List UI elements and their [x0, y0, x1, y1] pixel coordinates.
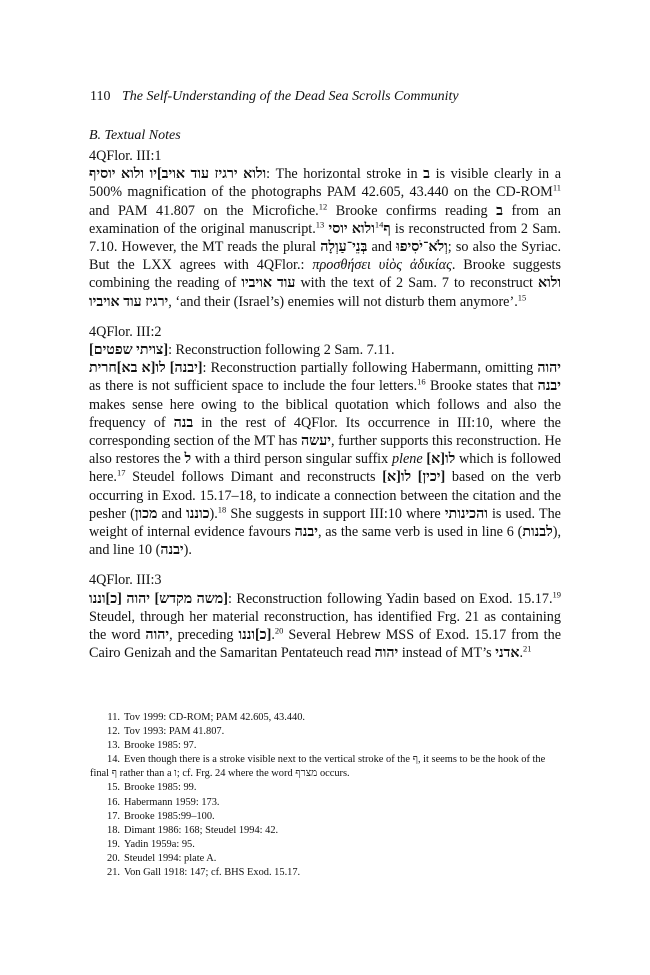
footnote-number: 13.: [107, 740, 120, 752]
text-run: She suggests in support III:10 where: [226, 505, 445, 522]
text-run: in the rest of 4QFlor. Its occurrence in III:10, where the corresponding section of the MT has: [89, 414, 561, 450]
hebrew-text: ף: [412, 754, 418, 766]
text-run: ).: [183, 542, 192, 559]
page-number: 110: [90, 89, 111, 104]
text-run: and: [157, 505, 187, 522]
text-run: Brooke states that: [425, 378, 538, 395]
footnote-text: Brooke 1985: 99.: [124, 782, 197, 794]
text-run: with a third person singular suffix: [191, 451, 392, 468]
footnote: [90, 852, 562, 866]
hebrew-text: יבנה: [537, 378, 561, 395]
footnote: [90, 753, 562, 781]
footnote-ref: 12: [318, 200, 328, 211]
hebrew-text: ב: [496, 202, 503, 219]
hebrew-text: [יבנה] לו[א בא]חרית: [89, 360, 203, 377]
note-paragraph: [89, 341, 561, 359]
footnote-number: 18.: [107, 824, 120, 836]
text-run: ; cf. Frg. 24 where the word: [176, 768, 296, 780]
hebrew-text: ולוא יוסי: [328, 220, 375, 237]
footnote-number: 20.: [107, 852, 120, 864]
footnote-number: 11.: [107, 712, 120, 723]
footnote: [90, 711, 562, 725]
text-run: with the text of 2 Sam. 7 to reconstruct: [295, 275, 538, 292]
hebrew-text: ל: [184, 451, 192, 468]
hebrew-text: ולוא ירגיז עוד אויביו: [89, 275, 561, 310]
footnote-number: 12.: [107, 726, 120, 738]
footnote: [90, 739, 562, 753]
footnote-text: Tov 1999: CD-ROM; PAM 42.605, 43.440.: [124, 712, 306, 723]
footnote-ref: 15: [517, 291, 527, 302]
textual-note: [89, 147, 561, 311]
footnote-text: Steudel 1994: plate A.: [124, 852, 217, 864]
hebrew-text: ף: [383, 220, 391, 237]
text-run: as there is not sufficient space to include the four letters.: [89, 378, 418, 395]
text-run: , ‘and their (Israel’s) enemies will not disturb them anymore’.: [168, 293, 518, 310]
text-run: based on the verb occurring in Exod. 15.17–18, to indicate a connection between the citation and the pesher (: [89, 469, 561, 522]
text-run: , further supports this reconstruction. He also restores the: [89, 433, 561, 468]
hebrew-text: [משה מקדש] יהוה [כ]וננו: [89, 590, 228, 607]
text-run: ).: [209, 505, 218, 522]
footnote-number: 17.: [107, 810, 120, 822]
running-title: The Self-Understanding of the Dead Sea Scrolls Community: [122, 89, 459, 104]
italic-text: plene: [391, 451, 423, 468]
footnote-number: 16.: [107, 796, 120, 808]
footnote-number: 21.: [107, 867, 120, 879]
text-run: from an examination of the original manuscript.: [89, 202, 561, 237]
hebrew-text: מצרף: [295, 768, 318, 780]
footnote-number: 14.: [107, 754, 120, 766]
text-run: , as the same verb is used in line 6 (: [317, 524, 523, 541]
footnote-ref: 18: [217, 504, 227, 515]
text-run: . Brooke suggests combining the reading of: [89, 257, 562, 292]
hebrew-text: ף: [111, 768, 118, 780]
footnote-ref: 20: [274, 625, 284, 636]
note-paragraph: [89, 165, 561, 311]
footnote-ref: 17: [116, 467, 126, 478]
text-run: rather than a: [117, 768, 175, 780]
hebrew-text: יהוה: [145, 627, 170, 644]
footnote: [90, 725, 562, 739]
text-run: .: [519, 645, 524, 662]
footnote-text: Von Gall 1918: 147; cf. BHS Exod. 15.17.: [124, 867, 301, 879]
footnote: [90, 824, 562, 838]
footnote-text: Tov 1993: PAM 41.807.: [124, 726, 225, 738]
footnote-ref: 21: [523, 643, 532, 654]
hebrew-text: כוננו: [186, 505, 210, 522]
footnote-ref: 13: [315, 219, 325, 230]
hebrew-text: יבנה: [294, 524, 318, 541]
footnote-ref: 11: [552, 182, 561, 193]
main-text: [89, 127, 561, 662]
hebrew-text: עוד אויביו: [241, 275, 296, 292]
text-run: : The horizontal stroke in: [266, 166, 424, 183]
text-run: and PAM 41.807 on the Microfiche.: [89, 202, 319, 219]
text-run: occurs.: [317, 768, 350, 780]
text-run: : Reconstruction following 2 Sam. 7.11.: [168, 342, 395, 359]
text-run: is visible clearly in a 500% magnification of the photographs PAM 42.605, 43.440 on the CD-ROM: [89, 166, 561, 201]
hebrew-text: יהוה: [374, 645, 399, 662]
hebrew-text: בְּנֵי־עַוְלָה: [320, 239, 368, 256]
hebrew-text: [יכין] לו[א]: [382, 469, 446, 486]
text-run: which is followed here.: [89, 451, 561, 486]
hebrew-text: יהוה: [537, 360, 561, 377]
text-run: Steudel, through her material reconstruction, has identified Frg. 21 as containing the word: [89, 608, 561, 644]
hebrew-text: והכינותי: [444, 505, 488, 522]
hebrew-text: יבנה: [160, 542, 184, 559]
hebrew-text: מכון: [134, 505, 158, 522]
note-paragraph: [89, 359, 561, 559]
hebrew-text: לבנות: [522, 524, 553, 541]
text-run: Even though there is a stroke visible next to the vertical stroke of the: [124, 754, 413, 766]
footnote-text: Brooke 1985:99–100.: [124, 810, 215, 822]
hebrew-text: ולוא ירגיז עוד אויב]יו ולוא יוסיף: [89, 166, 267, 183]
text-run: ), and line 10 (: [89, 524, 561, 559]
hebrew-text: בנה: [173, 414, 194, 431]
text-run: makes sense here owing to the biblical quotation which follows and also the frequency of: [89, 396, 561, 431]
footnote: [90, 866, 562, 880]
footnote: [90, 781, 562, 795]
text-run: : Reconstruction following Yadin based on Exod. 15.17.: [227, 590, 553, 607]
footnote-text: [90, 754, 545, 779]
hebrew-text: [צויתי שפטים]: [89, 342, 169, 359]
hebrew-text: ו: [174, 768, 177, 780]
note-label: 4QFlor. III:1: [89, 148, 162, 164]
text-run: , it seems to be the hook of the final: [90, 754, 546, 780]
text-run: .: [271, 627, 275, 644]
note-paragraph: [89, 590, 561, 663]
text-run: Several Hebrew MSS of Exod. 15.17 from the Cairo Genizah and the Samaritan Pentateuch read: [89, 627, 561, 662]
footnote-text: Brooke 1985: 97.: [124, 740, 197, 752]
note-label: 4QFlor. III:3: [89, 572, 162, 589]
footnote: [90, 838, 562, 852]
note-label: 4QFlor. III:2: [89, 323, 162, 340]
footnote-ref: 14: [374, 219, 384, 230]
footnote-text: Dimant 1986: 168; Steudel 1994: 42.: [124, 824, 279, 836]
text-run: is used. The weight of internal evidence favours: [89, 505, 561, 541]
hebrew-text: לו[א]: [426, 451, 456, 468]
footnote-number: 15.: [107, 782, 120, 794]
text-run: instead of MT’s: [398, 645, 496, 662]
text-run: Steudel follows Dimant and reconstructs: [125, 469, 383, 486]
hebrew-text: יעשה: [301, 433, 332, 450]
hebrew-text: ב: [423, 166, 431, 183]
footnote-number: 19.: [107, 838, 120, 850]
text-run: , preceding: [169, 627, 239, 644]
textual-note: [89, 571, 561, 662]
hebrew-text: אדני: [495, 645, 520, 662]
section-heading: B. Textual Notes: [89, 128, 181, 143]
textual-note: [89, 323, 561, 560]
text-run: ; so also the Syriac. But the LXX agrees with 4QFlor.:: [89, 239, 561, 274]
running-head: [90, 88, 570, 105]
footnote-text: Habermann 1959: 173.: [124, 796, 220, 808]
footnote-ref: 16: [417, 376, 426, 387]
text-run: : Reconstruction partially following Habermann, omitting: [202, 360, 538, 377]
footnote-ref: 19: [552, 588, 562, 599]
footnotes: [90, 711, 562, 880]
hebrew-text: וְלֹא־יֹסִיפוּ: [396, 239, 448, 256]
footnote: [90, 810, 562, 824]
text-run: and: [367, 239, 397, 256]
footnote: [90, 796, 562, 810]
text-run: Brooke confirms reading: [327, 202, 497, 219]
hebrew-text: [כ]וננו: [238, 627, 272, 644]
text-run: is reconstructed from 2 Sam. 7.10. However, the MT reads the plural: [89, 220, 561, 256]
footnote-text: Yadin 1959a: 95.: [124, 838, 195, 850]
greek-text: προσθήσει υἱὸς ἀδικίας: [312, 257, 452, 274]
